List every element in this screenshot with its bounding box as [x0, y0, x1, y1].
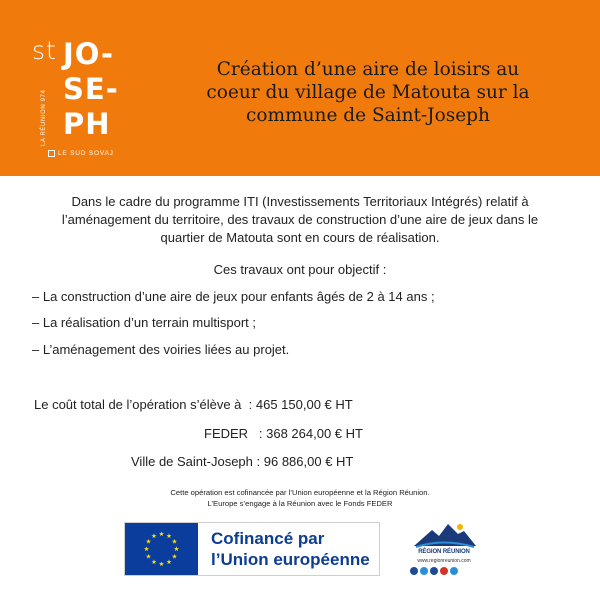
eu-cofinancing-logo [124, 522, 380, 576]
intro-line: Dans le cadre du programme ITI (Investissements Territoriaux Intégrés) relatif à [71, 194, 529, 209]
logo-tagline-text: LE SUD SOVAJ [58, 150, 114, 157]
title-line: coeur du village de Matouta sur la [206, 82, 530, 103]
cost-row-ville [131, 453, 353, 471]
youtube-icon[interactable] [440, 567, 448, 575]
facebook-icon[interactable] [410, 567, 418, 575]
region-url: www.regionreunion.com [417, 558, 471, 564]
twitter-icon[interactable] [420, 567, 428, 575]
cost-row-feder [204, 425, 363, 443]
cost-label: Ville de Saint-Joseph [131, 454, 253, 469]
cost-value: : 368 264,00 € HT [258, 426, 363, 441]
cost-value: : 96 886,00 € HT [256, 454, 354, 469]
tagline-box-icon [48, 150, 55, 157]
intro-line: l’aménagement du territoire, des travaux de construction d’une aire de jeux dans le [61, 212, 539, 227]
cost-label: Le coût total de l’opération s’élève à [34, 397, 242, 412]
logo-line-1: JO- [63, 37, 115, 71]
region-mountain-icon [406, 520, 482, 550]
region-social-icons [410, 566, 480, 576]
cofinancement-line: L’Europe s’engage à la Réunion avec le Fonds FEDER [207, 499, 393, 508]
logo-st: st [32, 36, 57, 65]
cost-label: FEDER [204, 426, 249, 441]
eu-logo-text [211, 528, 370, 570]
logo-tagline [48, 150, 114, 157]
intro-paragraph [22, 193, 578, 247]
eu-logo-text-line: Cofinancé par [211, 529, 325, 548]
logo-vertical-text: LA RÉUNION 974 [41, 89, 47, 146]
eu-flag-icon [125, 523, 198, 575]
objectives-heading: Ces travaux ont pour objectif : [213, 262, 387, 277]
region-reunion-logo [406, 520, 482, 582]
cost-value: : 465 150,00 € HT [248, 397, 353, 412]
title-line: commune de Saint-Joseph [246, 105, 490, 126]
title-line: Création d’une aire de loisirs au [216, 59, 520, 80]
region-name: RÉGION RÉUNION [418, 549, 470, 555]
cost-row-total [34, 396, 353, 414]
list-item: – La réalisation d’un terrain multisport ; [32, 315, 257, 330]
logo-line-3: PH [63, 107, 111, 141]
social-icon[interactable] [450, 567, 458, 575]
list-item: – La construction d’une aire de jeux pour enfants âgés de 2 à 14 ans ; [32, 289, 435, 304]
list-item: – L’aménagement des voiries liées au projet. [32, 342, 290, 357]
cofinancement-line: Cette opération est cofinancée par l’Union européenne et la Région Réunion. [170, 488, 430, 497]
intro-line: quartier de Matouta sont en cours de réalisation. [160, 230, 440, 245]
header-banner [0, 0, 600, 176]
logo-line-2: SE- [63, 72, 119, 106]
eu-logo-text-line: l’Union européenne [211, 550, 370, 569]
page-title [168, 58, 568, 127]
saint-joseph-logo [30, 38, 140, 164]
cofinancement-note [0, 487, 600, 509]
instagram-icon[interactable] [430, 567, 438, 575]
